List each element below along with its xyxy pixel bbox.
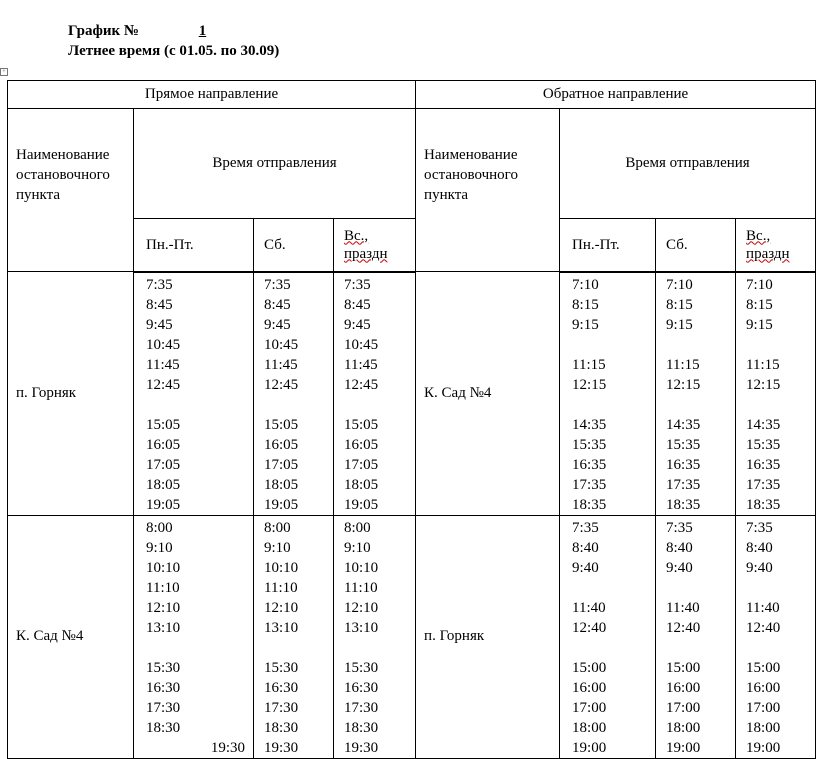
departure-time: 19:30: [210, 739, 245, 756]
departure-time: [344, 395, 415, 415]
departure-time: 13:10: [344, 619, 379, 636]
departure-time: 16:30: [344, 679, 379, 696]
departure-time: 9:15: [746, 316, 773, 333]
departure-time: 16:00: [572, 679, 607, 696]
departure-time: 12:15: [572, 376, 607, 393]
departure-time: 17:05: [146, 456, 181, 473]
departure-time: 10:45: [146, 336, 181, 353]
departure-time: 11:45: [264, 356, 298, 373]
departure-time: 9:40: [666, 559, 693, 576]
departure-time: 18:35: [666, 496, 701, 513]
departure-time: 11:10: [344, 579, 378, 596]
departure-time: [146, 638, 253, 658]
departure-time: 18:00: [572, 719, 607, 736]
departure-time: 12:10: [264, 599, 299, 616]
departure-time: 13:10: [264, 619, 299, 636]
timetable: [7, 80, 816, 759]
departure-time: 15:35: [746, 436, 781, 453]
departure-times-column: [656, 515, 736, 758]
departure-time: 12:15: [666, 376, 701, 393]
day-sunday-holiday: Вс., праздн: [334, 218, 416, 271]
departure-time: 12:45: [264, 376, 299, 393]
departure-time: 12:40: [746, 619, 781, 636]
departure-time: 14:35: [666, 416, 701, 433]
departure-time: [746, 395, 815, 415]
departure-time: 17:05: [344, 456, 379, 473]
departure-time: [264, 638, 333, 658]
reverse-stop-name-header: Наименование остановочного пункта: [416, 109, 560, 272]
departure-time: 11:40: [572, 599, 606, 616]
departure-time: 8:15: [666, 296, 693, 313]
departure-time: 13:10: [146, 619, 181, 636]
schedule-number: 1: [198, 23, 207, 39]
departure-time: 7:35: [572, 519, 599, 536]
departure-time: 7:35: [344, 276, 371, 293]
departure-time: [572, 335, 655, 355]
departure-times-column: [334, 515, 416, 758]
departure-time: 16:35: [666, 456, 701, 473]
departure-time: 11:10: [146, 579, 180, 596]
departure-time: 18:00: [746, 719, 781, 736]
departure-time: 10:10: [344, 559, 379, 576]
departure-time: 15:35: [572, 436, 607, 453]
departure-time: [666, 638, 735, 658]
departure-time: 18:35: [746, 496, 781, 513]
departure-time: 9:10: [146, 539, 173, 556]
departure-time: 11:45: [146, 356, 180, 373]
departure-time: 8:15: [746, 296, 773, 313]
departure-time: 17:00: [666, 699, 701, 716]
departure-time: 17:35: [666, 476, 701, 493]
departure-time: 8:45: [264, 296, 291, 313]
departure-time: 9:15: [666, 316, 693, 333]
departure-time: 17:35: [746, 476, 781, 493]
departure-time: 19:00: [746, 739, 781, 756]
departure-times-column: [736, 272, 816, 516]
table-move-handle-icon[interactable]: +: [0, 68, 8, 76]
departure-time: 8:40: [572, 539, 599, 556]
departure-time: 16:00: [746, 679, 781, 696]
departure-time: [666, 395, 735, 415]
reverse-departure-time-header: Время отправления: [560, 109, 816, 219]
departure-time: 9:15: [572, 316, 599, 333]
departure-time: 16:30: [264, 679, 299, 696]
departure-time: 16:05: [146, 436, 181, 453]
departure-time: 9:40: [572, 559, 599, 576]
departure-time: 12:15: [746, 376, 781, 393]
departure-time: 19:30: [264, 739, 299, 756]
departure-time: 16:30: [146, 679, 181, 696]
departure-time: 16:00: [666, 679, 701, 696]
departure-time: 8:45: [146, 296, 173, 313]
departure-times-column: [656, 272, 736, 516]
departure-time: 18:30: [146, 719, 181, 736]
departure-time: 19:30: [344, 739, 379, 756]
departure-time: 11:10: [264, 579, 298, 596]
departure-times-column: [736, 515, 816, 758]
departure-times-column: [254, 272, 334, 516]
departure-time: 10:45: [344, 336, 379, 353]
departure-time: 18:05: [264, 476, 299, 493]
departure-time: 12:45: [146, 376, 181, 393]
day-weekdays: Пн.-Пт.: [560, 218, 656, 271]
departure-time: 17:30: [264, 699, 299, 716]
departure-time: 11:40: [746, 599, 780, 616]
departure-time: [572, 578, 655, 598]
departure-time: 18:30: [344, 719, 379, 736]
schedule-block: [8, 272, 816, 516]
forward-stop-name: К. Сад №4: [8, 515, 134, 758]
departure-time: 12:40: [572, 619, 607, 636]
departure-time: 18:05: [146, 476, 181, 493]
departure-time: 15:05: [264, 416, 299, 433]
departure-time: 11:15: [746, 356, 780, 373]
departure-time: [344, 638, 415, 658]
departure-time: 12:40: [666, 619, 701, 636]
departure-time: 7:35: [746, 519, 773, 536]
departure-time: 8:40: [746, 539, 773, 556]
departure-time: 9:10: [344, 539, 371, 556]
forward-direction-header: Прямое направление: [8, 81, 416, 109]
departure-time: 19:05: [344, 496, 379, 513]
departure-time: 15:30: [146, 659, 181, 676]
departure-time: 18:30: [264, 719, 299, 736]
departure-time: 8:00: [344, 519, 371, 536]
departure-time: 17:30: [344, 699, 379, 716]
departure-time: 8:15: [572, 296, 599, 313]
departure-times-column: [134, 515, 254, 758]
departure-time: 7:35: [264, 276, 291, 293]
departure-time: 7:35: [146, 276, 173, 293]
departure-time: 15:30: [344, 659, 379, 676]
departure-time: 8:45: [344, 296, 371, 313]
departure-time: 7:10: [572, 276, 599, 293]
departure-time: 11:40: [666, 599, 700, 616]
day-sunday-holiday: Вс., праздн: [736, 218, 816, 271]
departure-times-column: [334, 272, 416, 516]
departure-time: 17:00: [746, 699, 781, 716]
departure-time: 14:35: [572, 416, 607, 433]
season-subtitle: Летнее время (с 01.05. по 30.09): [68, 43, 280, 59]
departure-time: 12:10: [146, 599, 181, 616]
departure-time: 8:00: [264, 519, 291, 536]
departure-time: 19:00: [666, 739, 701, 756]
departure-time: 17:35: [572, 476, 607, 493]
departure-time: 12:10: [344, 599, 379, 616]
departure-time: 7:10: [666, 276, 693, 293]
departure-time: 16:35: [746, 456, 781, 473]
departure-time: 16:05: [344, 436, 379, 453]
departure-time: 17:00: [572, 699, 607, 716]
departure-time: [746, 638, 815, 658]
departure-time: [666, 578, 735, 598]
reverse-direction-header: Обратное направление: [416, 81, 816, 109]
day-weekdays: Пн.-Пт.: [134, 218, 254, 271]
departure-time: 9:45: [344, 316, 371, 333]
departure-time: 9:45: [146, 316, 173, 333]
departure-time: 15:05: [344, 416, 379, 433]
departure-time: [572, 395, 655, 415]
departure-time: 10:45: [264, 336, 299, 353]
departure-time: 7:35: [666, 519, 693, 536]
departure-time: 18:05: [344, 476, 379, 493]
day-saturday: Сб.: [254, 218, 334, 271]
schedule-title-label: График №: [68, 23, 139, 39]
departure-time: 9:45: [264, 316, 291, 333]
departure-time: 12:45: [344, 376, 379, 393]
departure-times-column: [560, 272, 656, 516]
departure-time: 7:10: [746, 276, 773, 293]
departure-time: 14:35: [746, 416, 781, 433]
departure-time: 8:40: [666, 539, 693, 556]
departure-time: 15:30: [264, 659, 299, 676]
departure-time: 11:15: [666, 356, 700, 373]
departure-times-column: [134, 272, 254, 516]
departure-time: 9:40: [746, 559, 773, 576]
departure-times-column: [560, 515, 656, 758]
departure-time: 15:05: [146, 416, 181, 433]
departure-time: 15:00: [666, 659, 701, 676]
departure-time: 16:35: [572, 456, 607, 473]
departure-time: 11:15: [572, 356, 606, 373]
forward-stop-name-header: Наименование остановочного пункта: [8, 109, 134, 272]
departure-time: 19:05: [264, 496, 299, 513]
reverse-stop-name: К. Сад №4: [416, 272, 560, 516]
schedule-title: [68, 22, 228, 40]
departure-time: 17:05: [264, 456, 299, 473]
forward-departure-time-header: Время отправления: [134, 109, 416, 219]
departure-time: 11:45: [344, 356, 378, 373]
departure-time: [572, 638, 655, 658]
day-saturday: Сб.: [656, 218, 736, 271]
departure-time: 15:00: [746, 659, 781, 676]
departure-time: [146, 395, 253, 415]
forward-stop-name: п. Горняк: [8, 272, 134, 516]
departure-time: 10:10: [146, 559, 181, 576]
reverse-stop-name: п. Горняк: [416, 515, 560, 758]
departure-time: [746, 335, 815, 355]
departure-time: 17:30: [146, 699, 181, 716]
departure-time: 19:00: [572, 739, 607, 756]
departure-time: 18:35: [572, 496, 607, 513]
departure-time: 15:00: [572, 659, 607, 676]
departure-time: 16:05: [264, 436, 299, 453]
departure-time: 10:10: [264, 559, 299, 576]
departure-time: [264, 395, 333, 415]
departure-time: 19:05: [146, 496, 181, 513]
departure-time: 15:35: [666, 436, 701, 453]
departure-times-column: [254, 515, 334, 758]
departure-time: [746, 578, 815, 598]
departure-time: 9:10: [264, 539, 291, 556]
departure-time: 18:00: [666, 719, 701, 736]
schedule-block: [8, 515, 816, 758]
departure-time: [666, 335, 735, 355]
departure-time: 8:00: [146, 519, 173, 536]
